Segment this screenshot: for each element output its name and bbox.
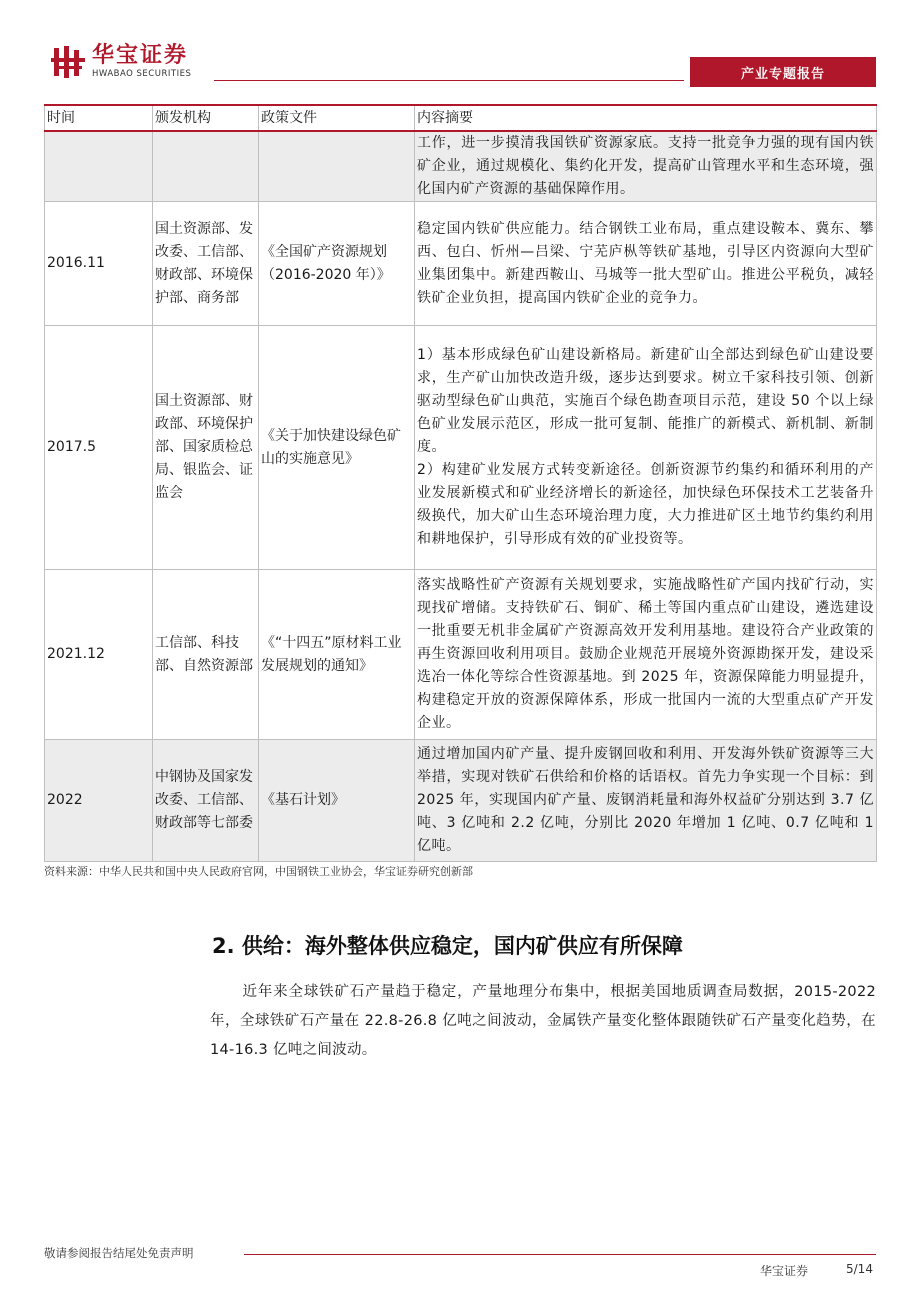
- cell-agency: 中钢协及国家发改委、工信部、财政部等七部委: [153, 740, 259, 862]
- policy-table: [44, 104, 877, 862]
- footer-divider: [244, 1254, 876, 1255]
- cell-agency: 国土资源部、发改委、工信部、财政部、环境保护部、商务部: [153, 202, 259, 326]
- section-title: 2. 供给：海外整体供应稳定，国内矿供应有所保障: [212, 934, 683, 958]
- cell-agency: 工信部、科技部、自然资源部: [153, 570, 259, 740]
- cell-time: 2016.11: [45, 202, 153, 326]
- column-header-document: 政策文件: [259, 105, 415, 131]
- cell-time: 2022: [45, 740, 153, 862]
- cell-summary: [415, 326, 877, 570]
- column-header-summary: 内容摘要: [415, 105, 877, 131]
- paragraph-text: 近年来全球铁矿石产量趋于稳定，产量地理分布集中，根据美国地质调查局数据，2015-2022 年，全球铁矿石产量在 22.8-26.8 亿吨之间波动，金属铁产量变化整体跟随铁矿石产量变化趋势，在 14-16.3 亿吨之间波动。: [210, 984, 876, 1058]
- cell-document: 《关于加快建设绿色矿山的实施意见》: [259, 326, 415, 570]
- table-row: [45, 202, 877, 326]
- table-row: [45, 570, 877, 740]
- table-header-row: [45, 105, 877, 131]
- summary-point-1: 1）基本形成绿色矿山建设新格局。新建矿山全部达到绿色矿山建设要求，生产矿山加快改造升级，逐步达到要求。树立千家科技引领、创新驱动型绿色矿山典范，实施百个绿色勘查项目示范，建设 50 个以上绿色矿业发展示范区，形成一批可复制、能推广的新模式、新机制、新制度。: [417, 347, 874, 455]
- logo-cn-text: 华宝证券: [92, 43, 189, 68]
- page-header: [0, 0, 920, 100]
- policy-table-wrapper: [44, 104, 876, 862]
- page-number: 5/14: [846, 1262, 873, 1276]
- body-paragraph: [210, 978, 876, 1065]
- company-logo: [50, 44, 191, 80]
- cell-time: 2017.5: [45, 326, 153, 570]
- summary-point-2: 2）构建矿业发展方式转变新途径。创新资源节约集约和循环利用的产业发展新模式和矿业经济增长的新途径，加快绿色环保技术工艺装备升级换代，加大矿山生态环境治理力度，大力推进矿区土地节约集约利用和耕地保护，引导形成有效的矿业投资等。: [417, 462, 874, 547]
- header-divider: [214, 80, 684, 81]
- cell-document: [259, 131, 415, 202]
- table-row: [45, 740, 877, 862]
- cell-time: [45, 131, 153, 202]
- cell-summary: 落实战略性矿产资源有关规划要求，实施战略性矿产国内找矿行动，实现找矿增储。支持铁矿石、铜矿、稀土等国内重点矿山建设，遴选建设一批重要无机非金属矿产资源高效开发利用基地。建设符合产业政策的再生资源回收利用项目。鼓励企业规范开展境外资源勘探开发，建设采选冶一体化等综合性资源基地。到 2025 年，资源保障能力明显提升，构建稳定开放的资源保障体系，形成一批国内一流的大型重点矿产开发企业。: [415, 570, 877, 740]
- cell-document: 《基石计划》: [259, 740, 415, 862]
- cell-summary: 工作，进一步摸清我国铁矿资源家底。支持一批竞争力强的现有国内铁矿企业，通过规模化、集约化开发，提高矿山管理水平和生态环境，强化国内矿产资源的基础保障作用。: [415, 131, 877, 202]
- cell-document: 《全国矿产资源规划（2016-2020 年）》: [259, 202, 415, 326]
- column-header-agency: 颁发机构: [153, 105, 259, 131]
- cell-summary: 通过增加国内矿产量、提升废钢回收和利用、开发海外铁矿资源等三大举措，实现对铁矿石供给和价格的话语权。首先力争实现一个目标：到 2025 年，实现国内矿产量、废钢消耗量和海外权益矿分别达到 3.7 亿吨、3 亿吨和 2.2 亿吨，分别比 2020 年增加 1 亿吨、0.7 亿吨和 1 亿吨。: [415, 740, 877, 862]
- cell-agency: 国土资源部、财政部、环境保护部、国家质检总局、银监会、证监会: [153, 326, 259, 570]
- table-source-note: 资料来源：中华人民共和国中央人民政府官网，中国钢铁工业协会，华宝证券研究创新部: [44, 865, 473, 878]
- cell-summary: 稳定国内铁矿供应能力。结合钢铁工业布局，重点建设鞍本、冀东、攀西、包白、忻州—吕梁、宁芜庐枞等铁矿基地，引导区内资源向大型矿业集团集中。新建西鞍山、马城等一批大型矿山。推进公平税负，减轻铁矿企业负担，提高国内铁矿企业的竞争力。: [415, 202, 877, 326]
- footer-disclaimer: 敬请参阅报告结尾处免责声明: [44, 1246, 194, 1260]
- logo-en-text: HWABAO SECURITIES: [92, 69, 192, 79]
- report-type-badge: 产业专题报告: [690, 57, 876, 87]
- cell-document: 《“十四五”原材料工业发展规划的通知》: [259, 570, 415, 740]
- cell-time: 2021.12: [45, 570, 153, 740]
- footer-brand: 华宝证券: [760, 1264, 809, 1278]
- column-header-time: 时间: [45, 105, 153, 131]
- table-row: [45, 326, 877, 570]
- table-row: [45, 131, 877, 202]
- hwabao-logo-icon: [50, 44, 86, 80]
- cell-agency: [153, 131, 259, 202]
